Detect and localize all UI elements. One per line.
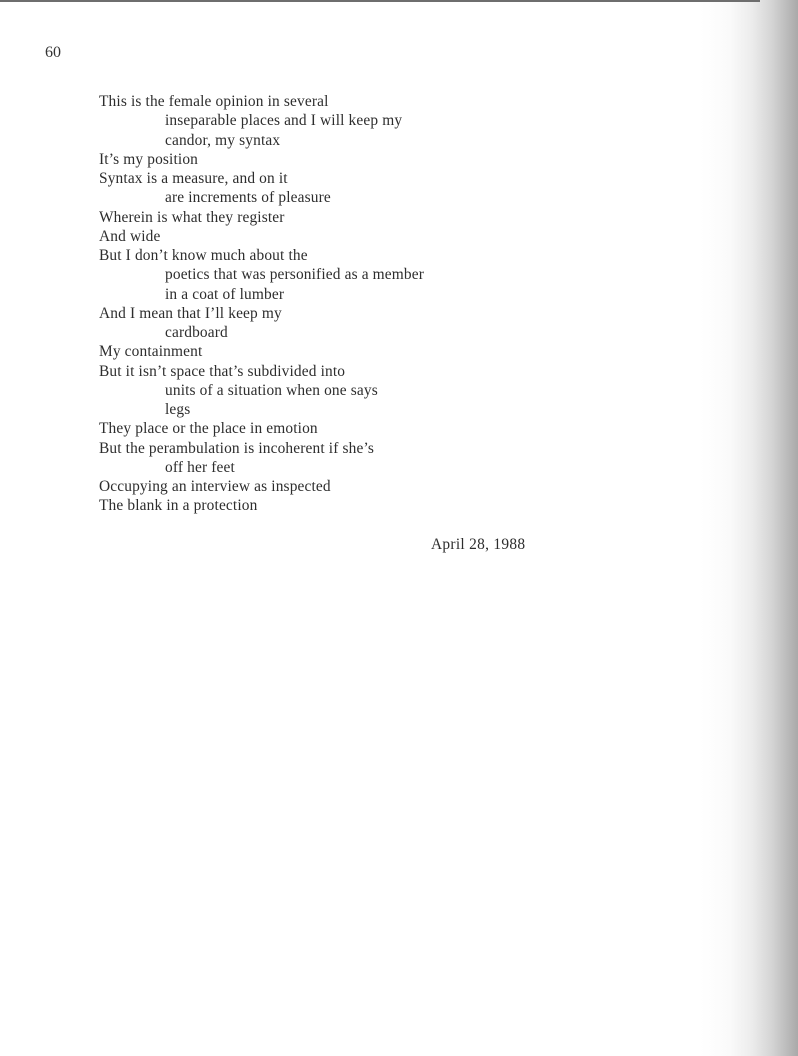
poem-line: My containment (99, 343, 203, 361)
poem-line: poetics that was personified as a member (165, 266, 425, 284)
poem-line: off her feet (165, 458, 235, 476)
poem-body (99, 92, 659, 516)
poem-line: But it isn’t space that’s subdivided into (99, 362, 346, 380)
page-top-edge (0, 0, 760, 2)
poem-line: legs (165, 401, 191, 418)
poem-line: inseparable places and I will keep my (165, 112, 403, 130)
poem-date: April 28, 1988 (431, 536, 526, 553)
poem-line: in a coat of lumber (165, 285, 285, 303)
poem-line: Syntax is a measure, and on it (99, 170, 288, 187)
poem-line: But the perambulation is incoherent if she’s (99, 439, 375, 457)
poem-line: candor, my syntax (165, 131, 281, 149)
poem-line: cardboard (165, 324, 228, 341)
poem-line: But I don’t know much about the (99, 247, 308, 264)
poem-line: are increments of pleasure (165, 189, 331, 207)
poem-line: The blank in a protection (99, 497, 258, 515)
poem-line: They place or the place in emotion (99, 420, 318, 438)
poem-line: It’s my position (99, 150, 199, 168)
poem-line: This is the female opinion in several (99, 93, 329, 110)
page-number: 60 (45, 44, 61, 61)
poem-line: units of a situation when one says (165, 381, 378, 399)
poem-line: And wide (99, 227, 161, 245)
poem-line: Occupying an interview as inspected (99, 478, 331, 495)
poem-line: Wherein is what they register (99, 208, 285, 226)
poem-line: And I mean that I’ll keep my (99, 304, 282, 322)
